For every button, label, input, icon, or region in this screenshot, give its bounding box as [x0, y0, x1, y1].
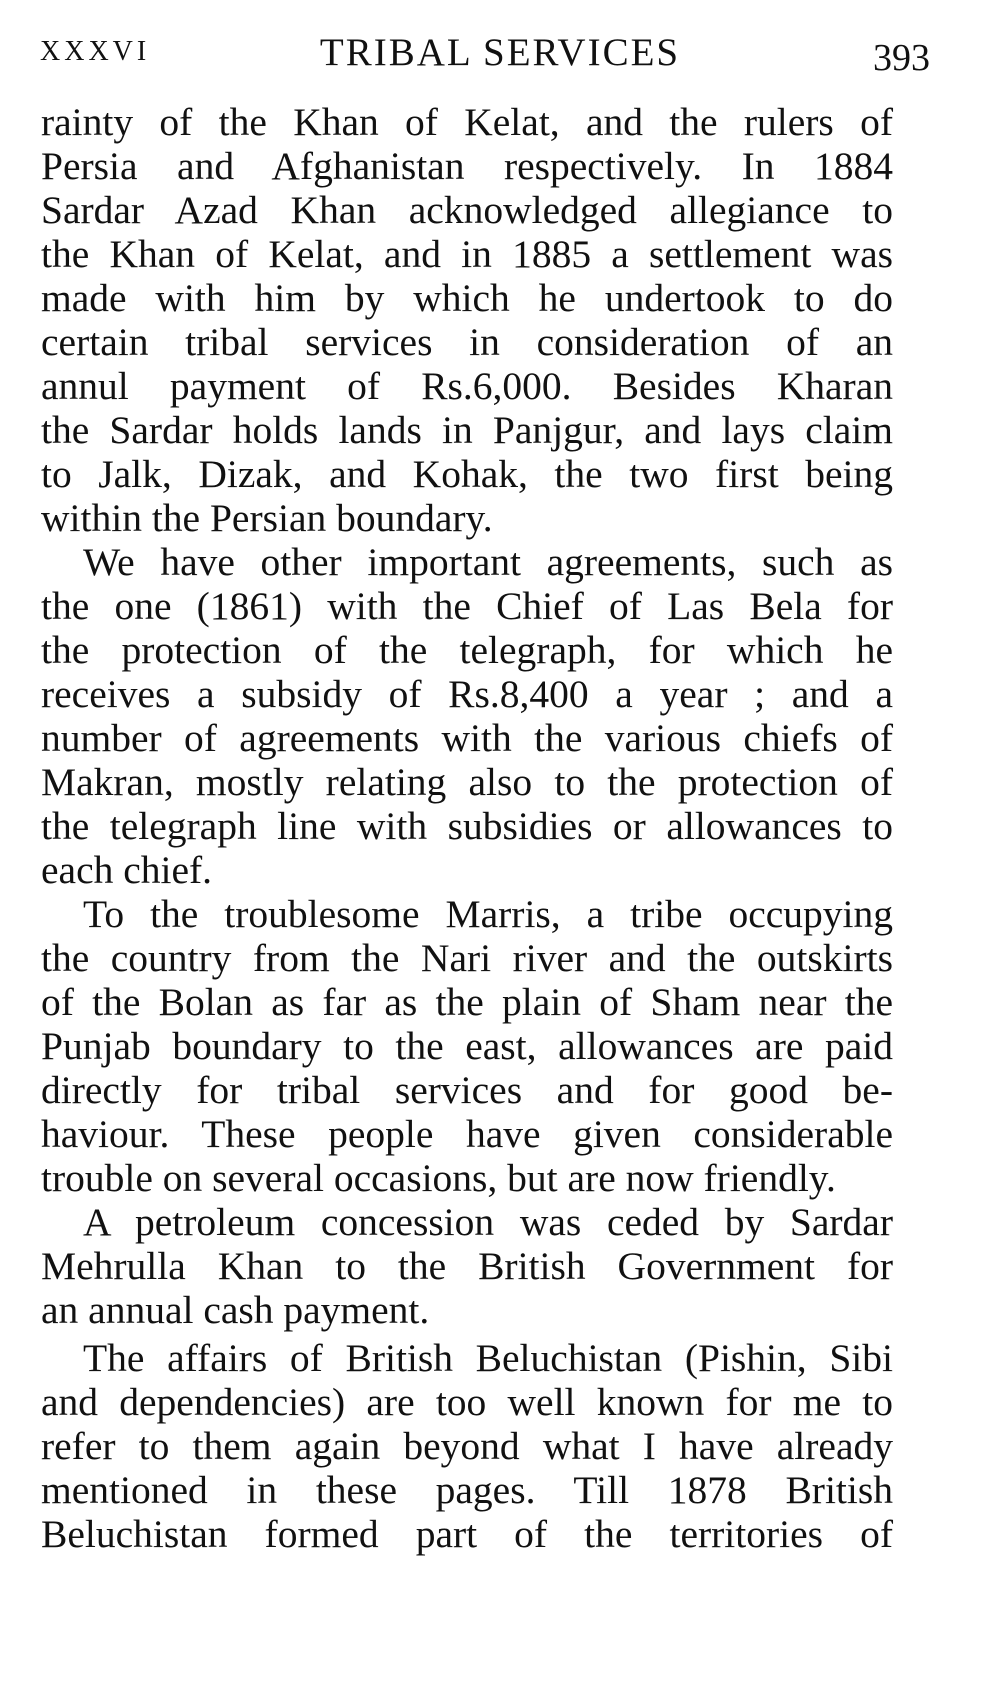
- text-line: Persia and Afghanistan respectively. In 1884: [41, 144, 893, 188]
- text-line: To the troublesome Marris, a tribe occupying: [83, 892, 893, 936]
- text-line: refer to them again beyond what I have already: [41, 1424, 893, 1468]
- text-line: receives a subsidy of Rs.8,400 a year ; and a: [41, 672, 893, 716]
- text-line: The affairs of British Beluchistan (Pishin, Sibi: [83, 1336, 893, 1380]
- text-line: the protection of the telegraph, for which he: [41, 628, 893, 672]
- text-line: Makran, mostly relating also to the protection of: [41, 760, 893, 804]
- text-line: of the Bolan as far as the plain of Sham near the: [41, 980, 893, 1024]
- page-number: 393: [873, 37, 930, 79]
- text-line: rainty of the Khan of Kelat, and the rulers of: [41, 100, 893, 144]
- paragraph-agreements: [41, 540, 893, 892]
- running-head: [0, 14, 1000, 79]
- text-line: We have other important agreements, such as: [83, 540, 893, 584]
- paragraph-british-beluchistan: [41, 1336, 893, 1556]
- text-line: the telegraph line with subsidies or allowances to: [41, 804, 893, 848]
- text-line: Beluchistan formed part of the territories of: [41, 1512, 893, 1556]
- text-line: Punjab boundary to the east, allowances are paid: [41, 1024, 893, 1068]
- text-line: Mehrulla Khan to the British Government for: [41, 1244, 893, 1288]
- text-line: the Sardar holds lands in Panjgur, and lays claim: [41, 408, 893, 452]
- text-line: to Jalk, Dizak, and Kohak, the two first being: [41, 452, 893, 496]
- body-text: [41, 100, 893, 1556]
- paragraph-marris: [41, 892, 893, 1200]
- text-line: certain tribal services in consideration of an: [41, 320, 893, 364]
- text-line: the one (1861) with the Chief of Las Bela for: [41, 584, 893, 628]
- chapter-signature: XXXVI: [40, 36, 151, 67]
- paragraph-continuation: [41, 100, 893, 540]
- text-line: each chief.: [41, 848, 213, 892]
- text-line: the Khan of Kelat, and in 1885 a settlement was: [41, 232, 893, 276]
- text-line: mentioned in these pages. Till 1878 British: [41, 1468, 893, 1512]
- text-line: within the Persian boundary.: [41, 496, 493, 540]
- text-line: made with him by which he undertook to do: [41, 276, 893, 320]
- running-title: TRIBAL SERVICES: [319, 31, 681, 74]
- text-line: trouble on several occasions, but are now friendly.: [41, 1156, 836, 1200]
- text-line: number of agreements with the various chiefs of: [41, 716, 893, 760]
- text-line: an annual cash payment.: [41, 1288, 430, 1332]
- text-line: A petroleum concession was ceded by Sardar: [83, 1200, 893, 1244]
- text-line: Sardar Azad Khan acknowledged allegiance to: [41, 188, 893, 232]
- text-line: the country from the Nari river and the outskirts: [41, 936, 893, 980]
- text-line: haviour. These people have given considerable: [41, 1112, 893, 1156]
- text-line: annul payment of Rs.6,000. Besides Kharan: [41, 364, 893, 408]
- text-line: directly for tribal services and for good be-: [41, 1068, 893, 1112]
- text-line: and dependencies) are too well known for me to: [41, 1380, 893, 1424]
- paragraph-petroleum: [41, 1200, 893, 1332]
